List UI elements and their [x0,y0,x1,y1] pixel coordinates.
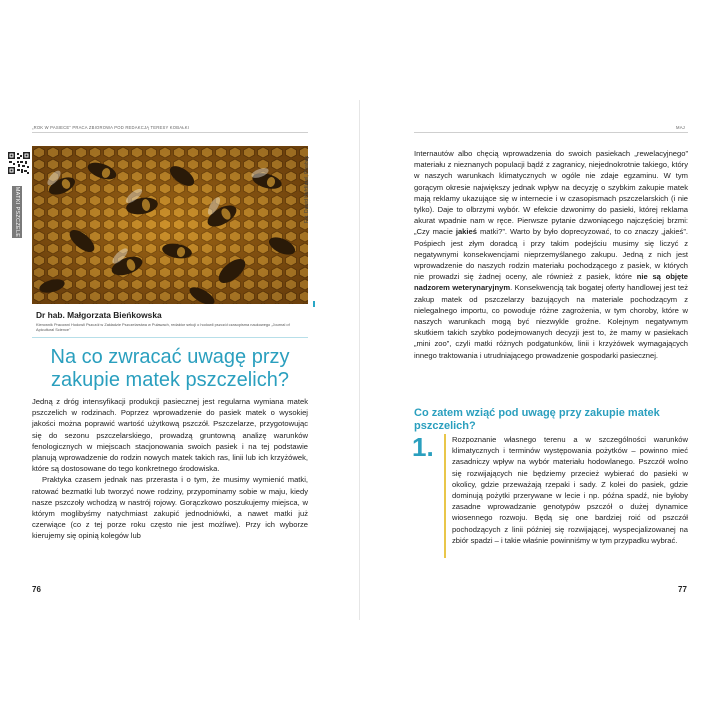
side-tab [12,186,22,238]
author-name: Dr hab. Małgorzata Bieńkowska [36,310,162,320]
list-accent-bar [444,434,446,558]
left-paragraph-2: Praktyka czasem jednak nas przerasta i o tym, że musimy wymienić matki, ratować bezmatki lub tworzyć nowe rodziny, przypominamy sobie w maju, kiedy nasze pszczoły wchodzą w nastrój rojowy. Gorączkowo poszukujemy miejsca, w którym moglibyśmy natychmiast zakupić jednodniówki, a nawet matki już czerwiące (co z tej porze roku często nie jest możliwe). Przy ich wyborze kierujemy się opinią kolegów lub [32,475,308,541]
section-subheading: Co zatem wziąć pod uwagę przy zakupie matek pszczelich? [414,407,660,432]
right-body [414,148,688,361]
right-paragraph-part-2: matki?”. Warto by było doprecyzować, to co znaczy „jakieś”. Pośpiech jest złym doradcą i przy takim podejściu musimy się liczyć z negatywnymi konsekwencjami nieprzemyślanego zakupu. Jedną z nich jest wprowadzenie do naszych rodzin materiału pochodzącego z pasiek, w których nie prowadzi się żadnej oceny, ale również z pasiek, które [414,227,688,282]
list-number: 1. [412,432,434,462]
bold-phrase-jakies: jakieś [455,227,477,237]
list-item [452,434,688,546]
side-tab-label: MATKI PSZCZELE [14,186,20,238]
right-running-head: MAJ [676,125,685,130]
right-page-number: 77 [678,585,687,594]
list-item-text: Rozpoznanie własnego terenu a w szczególności warunków klimatycznych i terminów występowania pożytków – powinno mieć zasadniczy wpływ na wybór materiału hodowlanego. Pszczół wolno się rozwijających nie będziemy przecież wybierać do pasieki w okolicy, gdzie przeważają rzepaki i sady. Z kolei do pasiek, gdzie dominują pożytki przerywane w lecie i np. późna spadź, nie byłoby zasadne wprowadzanie genotypów pszczół o dużej dynamice wiosennego rozwoju. Będą się one bardziej roić od pszczół pochodzących z linii później się rozwijającej, wyspecjalizowanej na zbiór spadzi – i takie właśnie powinniśmy w tym przypadku wybrać. [452,435,688,545]
bold-phrase-nadzor: nie są objęte nadzorem weterynaryjnym [414,272,688,293]
title-rule [32,337,308,338]
author-affiliation: Kierownik Pracowni Hodowli Pszczół w Zakładzie Pszczelarstwa w Puławach, redaktor sekcji o hodowli pszczół czasopisma naukowego „Journal of Apicultural Science” [36,322,290,332]
right-header-rule [414,132,688,133]
left-running-head: „ROK W PASIECE” PRACA ZBIOROWA POD REDAKCJĄ TERESY KOBAŁKI [32,125,190,130]
photo-credit: Fot. Dawid Hafdützel, Pixabay [304,156,310,223]
left-page-number: 76 [32,585,41,594]
left-header-rule [32,132,308,133]
bees-photo [32,146,308,304]
article-title: Na co zwracać uwagę przy zakupie matek pszczelich? [50,346,290,391]
left-body [32,396,308,542]
credit-accent-bar [313,301,315,307]
right-paragraph-part-3: . Konsekwencją tak bogatej oferty handlowej jest też zakup matek od pszczelarzy bazujących na materiale pochodzącym z nielegalnego importu, co powoduje różne zagrożenia, w tym choroby, które w naszych warunkach mogą być niezwykle groźne. Kolejnym negatywnym skutkiem takich szybko podejmowanych decyzji jest to, że mamy w pasiekach „mini zoo”, czyli matki różnych podgatunków, linii i krzyżówek wymagających innego traktowania i utrudniającego prowadzenie gospodarki pasiecznej. [414,283,688,360]
page-gutter [359,100,360,620]
right-paragraph [414,148,688,361]
right-paragraph-part-1: Internautów albo chęcią wprowadzenia do swoich pasiekach „rewelacyjnego” materiału z nieznanych populacji bądź z zagranicy, niejednokrotnie takiego, który w naszych warunkach klimatycznych w ogóle nie zdaje egzaminu. W tym gorącym okresie największy jednak wpływ na decyzję o szybkim zakupie matek mają reklamy ukazujące się w internecie i w czasopismach pszczelarskich (i nie tylko). Daje to olbrzymi wybór. W efekcie dzwonimy do pasieki, której reklama akurat wpadnie nam w ręce. Pierwsze pytanie dzwoniącego najczęściej brzmi: „Czy macie [414,149,688,237]
left-paragraph-1: Jedną z dróg intensyfikacji produkcji pasiecznej jest regularna wymiana matek pszczelich w rodzinach. Poprzez wprowadzenie do pasiek matek o wysokiej jakości można poprawić wartość użytkową pszczół. Pszczelarze, przygotowując się do sezonu pszczelarskiego, prowadzą gruntowną analizę warunków fenologicznych w miejscach stacjonowania swoich pasiek i na tej podstawie planują wprowadzenie do rodzin nowych matek takich ras, linii lub ich krzyżówek, które są dostosowane do tego konkretnego środowiska. [32,397,308,474]
qr-code-icon [8,152,30,174]
